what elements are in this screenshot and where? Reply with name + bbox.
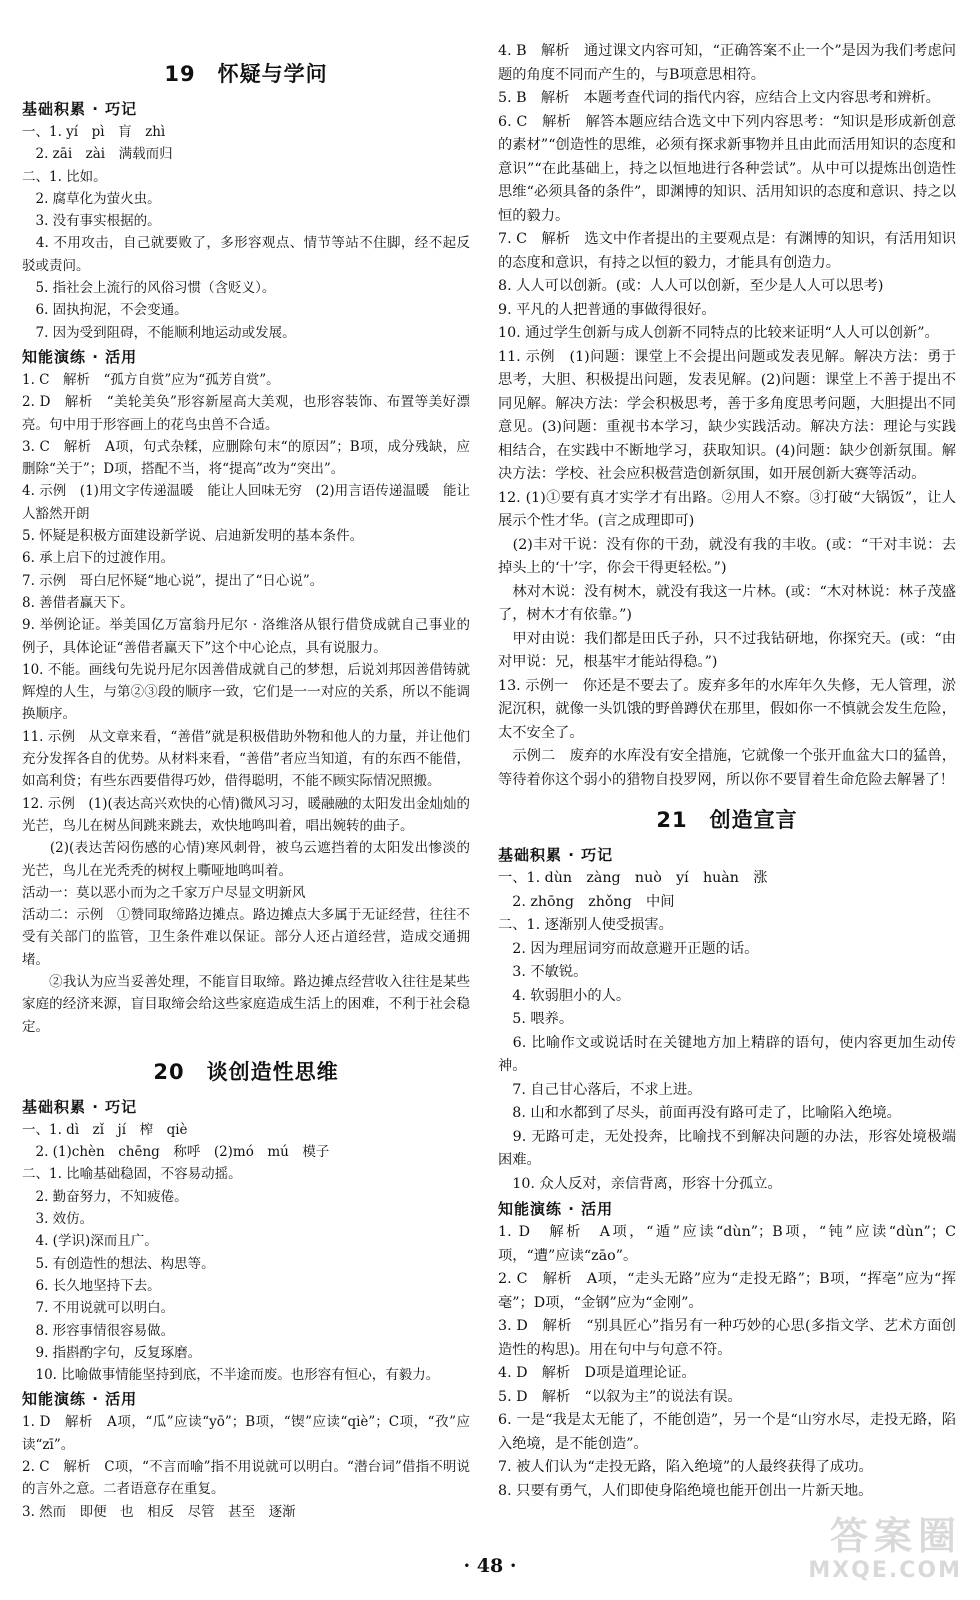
answer-line: 2. 腐草化为萤火虫。 [22,190,161,207]
chapter-title-21: 21 创造宣言 [656,808,798,832]
answer-line: 10. 不能。画线句先说丹尼尔因善借成就自己的梦想，后说刘邦因善借铸就辉煌的人生，与第②③段的顺序一致，它们是一一对应的关系，所以不能调换顺序。 [22,661,470,723]
answer-line: 7. 因为受到阻碍，不能顺利地运动或发展。 [22,324,296,341]
answer-line: 13. 示例一 你还是不要去了。废弃多年的水库年久失修，无人管理，淤泥沉积，就像一头饥饿的野兽蹲伏在那里，假如你一不慎就会发生危险，太不安全了。 [498,677,956,741]
left-column [22,40,470,1523]
answer-line: 4. 示例 (1)用文字传递温暖 能让人回味无穷 (2)用言语传递温暖 能让人豁然开朗 [22,483,470,522]
answer-line: 2. C 解析 C项，“不言而喻”指不用说就可以明白。“潜台词”借指不明说的言外之意。二者语意存在重复。 [22,1459,470,1498]
answer-line: 一、1. dì zǐ jí 榨 qiè [22,1121,188,1138]
answer-line: 7. C 解析 选文中作者提出的主要观点是：有渊博的知识，有活用知识的态度和意识，有持之以恒的毅力，才能具有创造力。 [498,231,956,271]
answer-line: 8. 形容事情很容易做。 [22,1322,175,1339]
answer-line: 7. 不用说就可以明白。 [22,1300,175,1317]
answer-line: 10. 比喻做事情能坚持到底，不半途而废。也形容有恒心，有毅力。 [22,1367,440,1384]
answer-line: 6. C 解析 解答本题应结合选文中下列内容思考：“知识是形成新创意的素材”“创造性的思维，必须有探求新事物并且由此而活用知识的态度和意识”“在此基础上，持之以恒地进行各种尝试”。从中可以提炼出创造性思维“必须具备的条件”，即渊博的知识、活用知识的态度和意识、持之以恒的毅力。 [498,113,956,224]
answer-line: 2. D 解析 “美轮美奂”形容新屋高大美观，也形容装饰、布置等美好漂亮。句中用于形容画上的花鸟虫兽不合适。 [22,394,470,433]
section-heading-basic-21: 基础积累 · 巧记 [498,846,614,864]
answer-line: 一、1. yí pì 肓 zhì [22,124,166,140]
watermark-text: 答案圈 [829,1514,962,1558]
answer-block-practice-20-cont [498,40,956,792]
section-heading-practice-19: 知能演练 · 活用 [22,347,138,366]
answer-line: 活动一：莫以恶小而为之千家万户尽显文明新风 [22,884,306,901]
answer-line: 5. 指社会上流行的风俗习惯（含贬义）。 [22,280,276,297]
watermark-url: MXQE.COM [808,1558,962,1583]
answer-block-practice-19 [22,369,470,1038]
answer-line: 3. C 解析 A项，句式杂糅，应删除句末“的原因”；B项，成分残缺，应删除“关于”；D项，搭配不当，将“提高”改为“突出”。 [22,438,470,478]
answer-line: 2. (1)chèn chēng 称呼 (2)mó mú 模子 [22,1144,330,1161]
answer-line: 8. 人人可以创新。(或：人人可以创新，至少是人人可以思考) [498,278,884,294]
answer-line: 8. 只要有勇气，人们即使身陷绝境也能开创出一片新天地。 [498,1482,873,1499]
answer-line: 5. 怀疑是积极方面建设新学说、启迪新发明的基本条件。 [22,528,364,545]
answer-line: 5. 有创造性的想法、构思等。 [22,1255,215,1272]
section-heading-basic-20: 基础积累 · 巧记 [22,1097,138,1116]
answer-line: 7. 示例 哥白尼怀疑“地心说”，提出了“日心说”。 [22,572,324,589]
answer-line: 3. 然而 即便 也 相反 尽管 甚至 逐渐 [22,1503,296,1520]
answer-line: 1. C 解析 “孤方自赏”应为“孤芳自赏”。 [22,371,280,388]
answer-line: 9. 指斟酌字句，反复琢磨。 [22,1344,202,1361]
chapter-title-19: 19 怀疑与学问 [164,62,328,86]
answer-line: 4. B 解析 通过课文内容可知，“正确答案不止一个”是因为我们考虑问题的角度不同而产生的，与B项意思相符。 [498,43,956,83]
answer-line: 1. D 解析 A项，“遁”应读“dùn”；B项，“钝”应读“dùn”；C项，“遭”应读“zāo”。 [498,1224,956,1264]
answer-block-practice-20 [22,1411,470,1522]
answer-line: 6. 承上启下的过渡作用。 [22,550,175,567]
answer-line: 12. (1)①要有真才实学才有出路。②用人不察。③打破“大锅饭”，让人展示个性才华。(言之成理即可) [498,489,956,529]
answer-line: 10. 通过学生创新与成人创新不同特点的比较来证明“人人可以创新”。 [498,325,939,341]
answer-block-basic-19 [22,121,470,344]
answer-line: 1. D 解析 A项，“瓜”应读“yō”；B项，“锲”应读“qiè”；C项，“孜”应读“zī”。 [22,1414,470,1453]
answer-line: 4. D 解析 D项是道理论证。 [498,1365,696,1381]
answer-line: 8. 善借者赢天下。 [22,594,134,611]
answer-line: 6. 长久地坚持下去。 [22,1277,161,1294]
answer-line: 2. zhōng zhǒng 中间 [498,893,675,910]
section-heading-practice-20: 知能演练 · 活用 [22,1390,138,1409]
page-number: · 48 · [463,1555,517,1577]
answer-line: 3. 没有事实根据的。 [22,213,161,230]
answer-line: 7. 自己甘心落后，不求上进。 [498,1081,702,1098]
answer-line: 4. 不用攻击，自己就要败了，多形容观点、情节等站不住脚，经不起反驳或责问。 [22,235,470,274]
answer-line: 2. C 解析 A项，“走头无路”应为“走投无路”；B项，“挥亳”应为“挥毫”；D项，“金钢”应为“金刚”。 [498,1271,956,1311]
answer-line: 活动二：示例 ①赞同取缔路边摊点。路边摊点大多属于无证经营，往往不受有关部门的监管，卫生条件难以保证。部分人还占道经营，造成交通拥堵。 [22,907,470,968]
section-heading-practice-21: 知能演练 · 活用 [498,1200,614,1218]
answer-line: (2)丰对干说：没有你的干劲，就没有我的丰收。(或：“干对丰说：去掉头上的‘十’字，你会干得更轻松。”) [498,536,956,576]
answer-line: 6. 比喻作文或说话时在关键地方加上精辟的语句，使内容更加生动传神。 [498,1034,956,1074]
answer-line: 12. 示例 (1)(表达高兴欢快的心情)微风习习，暖融融的太阳发出金灿灿的光芒，鸟儿在树丛间跳来跳去，欢快地鸣叫着，唱出婉转的曲子。 [22,795,470,834]
answer-line: 林对木说：没有树木，就没有我这一片林。(或：“木对林说：林子茂盛了，树木才有依靠。”) [498,583,956,623]
watermark-logo [742,1514,962,1586]
answer-line: (2)(表达苦闷伤感的心情)寒风刺骨，被乌云遮挡着的太阳发出惨淡的光芒，鸟儿在光秃秃的树杈上嘶哑地鸣叫着。 [22,840,470,879]
answer-line: 4. (学识)深而且广。 [22,1233,158,1250]
answer-line: 4. 软弱胆小的人。 [498,987,631,1004]
answer-line: 6. 一是“我是太无能了，不能创造”，另一个是“山穷水尽，走投无路，陷入绝境，是不能创造”。 [498,1412,956,1452]
section-heading-basic-19: 基础积累 · 巧记 [22,100,138,118]
answer-line: 甲对由说：我们都是田氏子孙，只不过我钻研地，你探究天。(或：“由对甲说：兄，根基牢才能站得稳。”) [498,630,956,670]
answer-line: 6. 固执拘泥，不会变通。 [22,302,188,319]
answer-line: 7. 被人们认为“走投无路，陷入绝境”的人最终获得了成功。 [498,1459,873,1475]
answer-line: 2. 勤奋努力，不知疲倦。 [22,1188,188,1205]
answer-line: 3. D 解析 “别具匠心”指另有一种巧妙的心思(多指文学、艺术方面创造性的构思)。用在句中与句意不符。 [498,1318,956,1358]
answer-line: 3. 不敏锐。 [498,964,588,980]
answer-block-basic-20 [22,1119,470,1387]
answer-line: 9. 平凡的人把普通的事做得很好。 [498,301,716,318]
answer-line: 5. D 解析 “以叙为主”的说法有误。 [498,1388,742,1405]
answer-line: 5. 喂养。 [498,1011,574,1027]
answer-line: 2. zāi zài 满载而归 [22,146,173,163]
answer-block-basic-21 [498,867,956,1196]
answer-line: 10. 众人反对，亲信背离，形容十分孤立。 [498,1175,782,1192]
answer-block-practice-21 [498,1221,956,1503]
answer-line: 二、1. 逐渐别人使受损害。 [498,917,673,933]
right-column [498,40,956,1503]
answer-line: 8. 山和水都到了尽头，前面再没有路可走了，比喻陷入绝境。 [498,1105,901,1121]
answer-line: 二、1. 比喻基础稳固，不容易动摇。 [22,1166,242,1183]
answer-line: 示例二 废弃的水库没有安全措施，它就像一个张开血盆大口的猛兽，等待着你这个弱小的猎物自投罗网，所以你不要冒着生命危险去解暑了！ [498,748,956,788]
answer-line: ②我认为应当妥善处理，不能盲目取缔。路边摊点经营收入往往是某些家庭的经济来源，盲目取缔会给这些家庭造成生活上的困难，不利于社会稳定。 [22,973,470,1035]
answer-line: 9. 举例论证。举美国亿万富翁丹尼尔 · 洛维洛从银行借贷成就自己事业的例子，具体论证“善借者赢天下”这个中心论点，具有说服力。 [22,617,470,656]
answer-line: 11. 示例 (1)问题：课堂上不会提出问题或发表见解。解决方法：勇于思考，大胆、积极提出问题，发表见解。(2)问题：课堂上不善于提出不同见解。解决方法：学会积极思考，善于多角度思考问题，大胆提出不同意见。(3)问题：重视书本学习，缺少实践活动。解决方法：理论与实践相结合，在实践中不断地学习，获取知识。(4)问题：缺少创新氛围。解决方法：学校、社会应积极营造创新氛围，如开展创新大赛等活动。 [498,348,956,482]
answer-line: 二、1. 比如。 [22,168,107,185]
answer-line: 3. 效仿。 [22,1211,94,1228]
answer-line: 2. 因为理屈词穷而故意避开正题的话。 [498,940,759,957]
answer-line: 5. B 解析 本题考查代词的指代内容，应结合上文内容思考和辨析。 [498,90,940,106]
answer-line: 9. 无路可走，无处投奔，比喻找不到解决问题的办法，形容处境极端困难。 [498,1128,956,1168]
answer-line: 一、1. dùn zàng nuò yí huàn 涨 [498,870,768,886]
chapter-title-20: 20 谈创造性思维 [153,1059,339,1084]
answer-line: 11. 示例 从文章来看，“善借”就是积极借助外物和他人的力量，并让他们充分发挥各自的优势。从材料来看，“善借”者应当知道，有的东西不能借，如高利贷；有些东西要借得巧妙，借得聪明，不能不顾实际情况照搬。 [22,728,470,790]
